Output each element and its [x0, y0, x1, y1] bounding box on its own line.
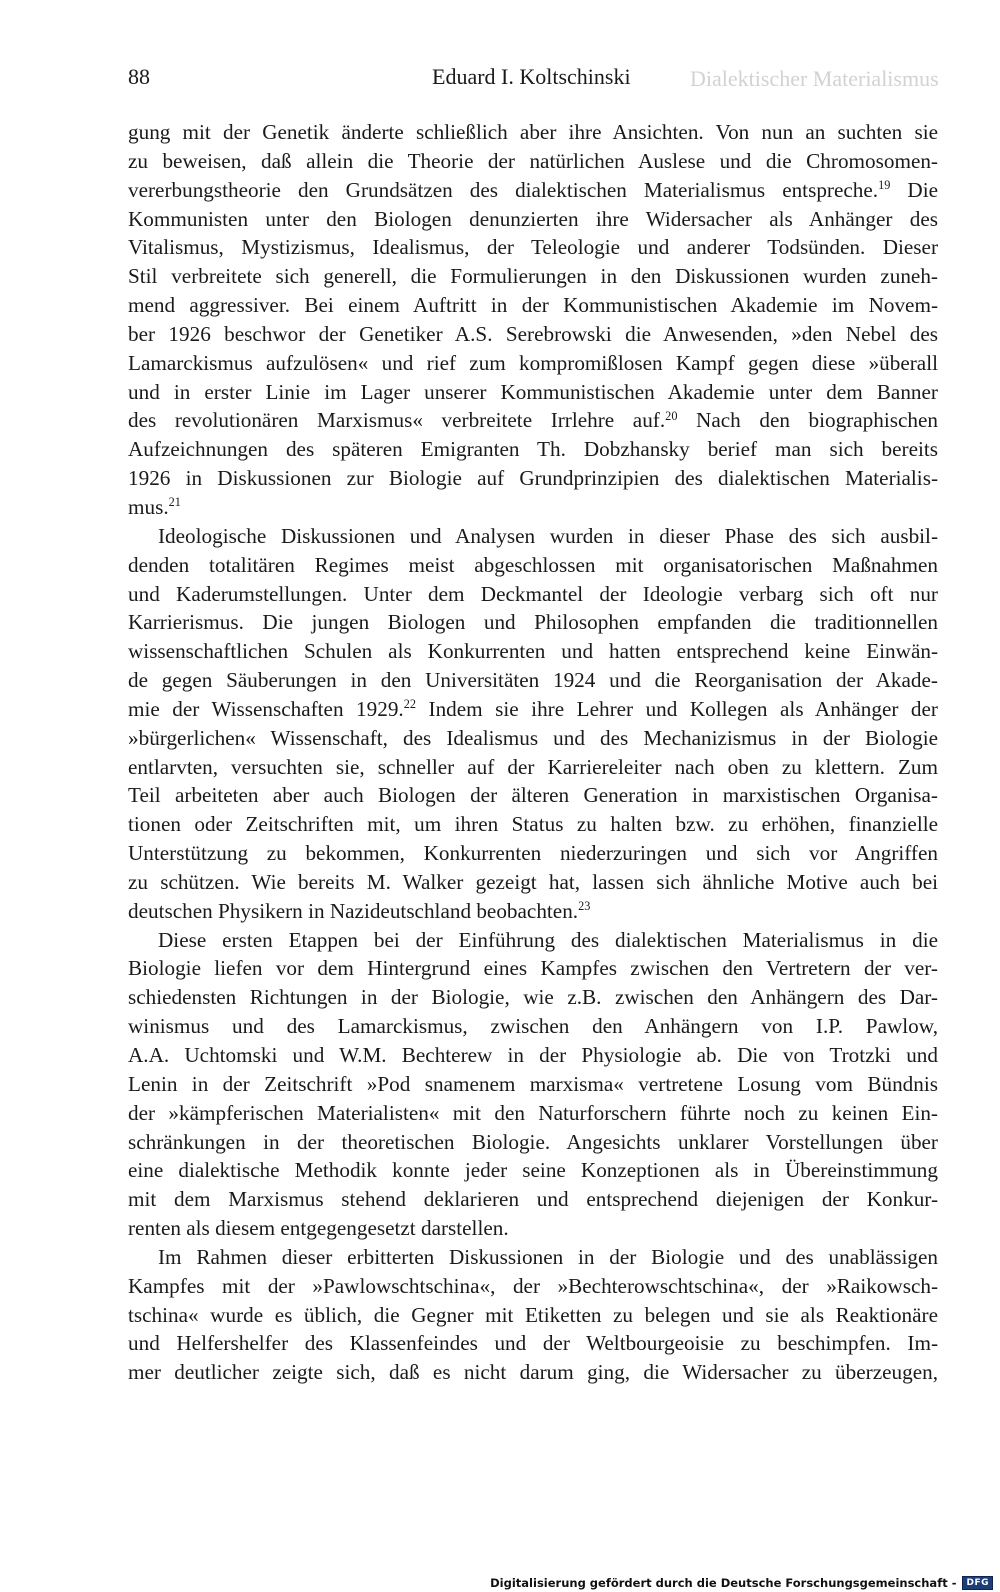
line-text: und Kaderumstellungen. Unter dem Deckmantel der Ideologie verbarg sich oft nur: [128, 581, 938, 606]
text-line: [128, 493, 938, 522]
text-line: [128, 1272, 938, 1301]
body-text: [128, 118, 938, 1387]
text-line: [128, 1012, 938, 1041]
text-line: [128, 580, 938, 609]
text-line: [128, 118, 938, 147]
text-line: [128, 1099, 938, 1128]
digitization-footer: [490, 1576, 993, 1590]
text-line: [128, 464, 938, 493]
line-text: denden totalitären Regimes meist abgeschlossen mit organisatorischen Maßnahmen: [128, 552, 938, 577]
text-line: [128, 378, 938, 407]
line-text: 1926 in Diskussionen zur Biologie auf Grundprinzipien des dialektischen Materialis-: [128, 466, 938, 491]
text-line: [128, 753, 938, 782]
text-line: [128, 839, 938, 868]
text-line: [128, 810, 938, 839]
text-line: [128, 1070, 938, 1099]
text-line: [128, 1301, 938, 1330]
line-text: Vitalismus, Mystizismus, Idealismus, der Teleologie und anderer Todsünden. Dieser: [128, 235, 938, 260]
line-text: tschina« wurde es üblich, die Gegner mit Etiketten zu belegen und sie als Reaktionäre: [128, 1302, 938, 1327]
line-text: Aufzeichnungen des späteren Emigranten Th. Dobzhansky berief man sich bereits: [128, 437, 938, 462]
line-text: mie der Wissenschaften 1929.: [128, 696, 404, 721]
line-text: deutschen Physikern in Nazideutschland beobachten.: [128, 898, 579, 923]
text-line: [128, 1156, 938, 1185]
text-line: [128, 205, 938, 234]
paragraph: [128, 522, 938, 926]
text-line: [128, 1358, 938, 1387]
dfg-logo-icon: DFG: [962, 1576, 993, 1590]
footnote-marker[interactable]: 19: [878, 178, 891, 193]
line-text: Ideologische Diskussionen und Analysen wurden in dieser Phase des sich ausbil-: [158, 523, 938, 548]
running-head: Eduard I. Koltschinski: [432, 64, 631, 89]
line-text: de gegen Säuberungen in den Universitäten 1924 und die Reorganisation der Akade-: [128, 668, 938, 693]
text-line: [128, 320, 938, 349]
text-line: [128, 147, 938, 176]
text-line: [128, 262, 938, 291]
footnote-marker[interactable]: 20: [665, 408, 678, 423]
line-text: tionen oder Zeitschriften mit, um ihren Status zu halten bzw. zu erhöhen, finanzielle: [128, 812, 938, 837]
line-text: entlarvten, versuchten sie, schneller auf der Karriereleiter nach oben zu klettern. Zum: [128, 754, 938, 779]
page-number: 88: [128, 64, 150, 89]
text-line: [128, 1041, 938, 1070]
text-line: [128, 666, 938, 695]
line-text: Kommunisten unter den Biologen denunzierten ihre Widersacher als Anhänger des: [128, 206, 938, 231]
line-text-continued: Die: [890, 177, 939, 202]
line-text: winismus und des Lamarckismus, zwischen den Anhängern von I.P. Pawlow,: [128, 1014, 938, 1039]
line-text: mend aggressiver. Bei einem Auftritt in der Kommunistischen Akademie im Novem-: [128, 293, 938, 318]
line-text: mus.: [128, 494, 169, 519]
footnote-marker[interactable]: 21: [168, 495, 181, 510]
line-text: eine dialektische Methodik konnte jeder seine Konzeptionen als in Übereinstimmung: [128, 1158, 938, 1183]
text-line: [128, 954, 938, 983]
line-text: Im Rahmen dieser erbitterten Diskussionen in der Biologie und des unablässigen: [158, 1244, 938, 1269]
line-text: Diese ersten Etappen bei der Einführung des dialektischen Materialismus in die: [158, 927, 938, 952]
text-line: [128, 695, 938, 724]
line-text: »bürgerlichen« Wissenschaft, des Idealismus und des Mechanizismus in der Biologie: [128, 725, 938, 750]
footnote-marker[interactable]: 23: [578, 899, 591, 914]
text-line: [128, 926, 938, 955]
text-line: [128, 983, 938, 1012]
text-line: [128, 781, 938, 810]
line-text: zu schützen. Wie bereits M. Walker gezeigt hat, lassen sich ähnliche Motive auch bei: [128, 869, 938, 894]
line-text: vererbungstheorie den Grundsätzen des dialektischen Materialismus entspreche.: [128, 177, 879, 202]
text-line: [128, 1128, 938, 1157]
line-text: gung mit der Genetik änderte schließlich aber ihre Ansichten. Von nun an suchten sie: [128, 120, 938, 144]
line-text: schiedensten Richtungen in der Biologie, wie z.B. zwischen den Anhängern des Dar-: [128, 985, 938, 1010]
text-line: [128, 349, 938, 378]
footer-credit: Digitalisierung gefördert durch die Deutsche Forschungsgemeinschaft -: [490, 1576, 957, 1590]
footnote-marker[interactable]: 22: [403, 697, 417, 712]
line-text: und Helfershelfer des Klassenfeindes und der Weltbourgeoisie zu beschimpfen. Im-: [128, 1331, 938, 1356]
text-line: [128, 608, 938, 637]
line-text: zu beweisen, daß allein die Theorie der natürlichen Auslese und die Chromosomen-: [128, 148, 938, 173]
line-text: A.A. Uchtomski und W.M. Bechterew in der Physiologie ab. Die von Trotzki und: [128, 1043, 938, 1067]
text-line: [128, 637, 938, 666]
text-line: [128, 406, 938, 435]
paragraph: [128, 926, 938, 1243]
line-text: Unterstützung zu bekommen, Konkurrenten niederzuringen und sich vor Angriffen: [128, 841, 938, 866]
text-line: [128, 435, 938, 464]
line-text: des revolutionären Marxismus« verbreitete Irrlehre auf.: [128, 408, 666, 433]
line-text-continued: Indem sie ihre Lehrer und Kollegen als Anhänger der: [416, 696, 938, 721]
line-text: der »kämpferischen Materialisten« mit den Naturforschern führte noch zu keinen Ein-: [128, 1100, 938, 1125]
line-text: Kampfes mit der »Pawlowschtschina«, der »Bechterowschtschina«, der »Raikowsch-: [128, 1273, 938, 1298]
text-line: [128, 724, 938, 753]
line-text: wissenschaftlichen Schulen als Konkurrenten und hatten entsprechend keine Einwän-: [128, 639, 938, 664]
paragraph: [128, 1243, 938, 1387]
text-line: [128, 1243, 938, 1272]
line-text: Biologie liefen vor dem Hintergrund eines Kampfes zwischen den Vertretern der ver-: [128, 956, 938, 981]
paragraph: [128, 118, 938, 522]
line-text: mer deutlicher zeigte sich, daß es nicht darum ging, die Widersacher zu überzeugen,: [128, 1360, 938, 1385]
text-line: [128, 522, 938, 551]
line-text: und in erster Linie im Lager unserer Kommunistischen Akademie unter dem Banner: [128, 379, 938, 404]
line-text: schränkungen in der theoretischen Biologie. Angesichts unklarer Vorstellungen über: [128, 1129, 938, 1154]
text-line: [128, 868, 938, 897]
line-text-continued: Nach den biographischen: [677, 408, 938, 433]
text-line: [128, 897, 938, 926]
text-line: [128, 551, 938, 580]
line-text: Karrierismus. Die jungen Biologen und Philosophen empfanden die traditionnellen: [128, 610, 938, 635]
text-line: [128, 1214, 938, 1243]
text-line: [128, 1185, 938, 1214]
line-text: renten als diesem entgegengesetzt darstellen.: [128, 1216, 509, 1241]
text-line: [128, 291, 938, 320]
text-line: [128, 1329, 938, 1358]
text-line: [128, 176, 938, 205]
text-line: [128, 233, 938, 262]
line-text: Stil verbreitete sich generell, die Formulierungen in den Diskussionen wurden zuneh-: [128, 264, 938, 289]
bleed-through-text: Dialektischer Materialismus: [690, 66, 939, 91]
line-text: Teil arbeiteten aber auch Biologen der älteren Generation in marxistischen Organisa-: [128, 783, 938, 808]
line-text: Lenin in der Zeitschrift »Pod snamenem marxisma« vertretene Losung vom Bündnis: [128, 1071, 938, 1096]
line-text: ber 1926 beschwor der Genetiker A.S. Serebrowski die Anwesenden, »den Nebel des: [128, 321, 938, 346]
line-text: mit dem Marxismus stehend deklarieren und entsprechend diejenigen der Konkur-: [128, 1187, 938, 1212]
line-text: Lamarckismus aufzulösen« und rief zum kompromißlosen Kampf gegen diese »überall: [128, 350, 938, 375]
